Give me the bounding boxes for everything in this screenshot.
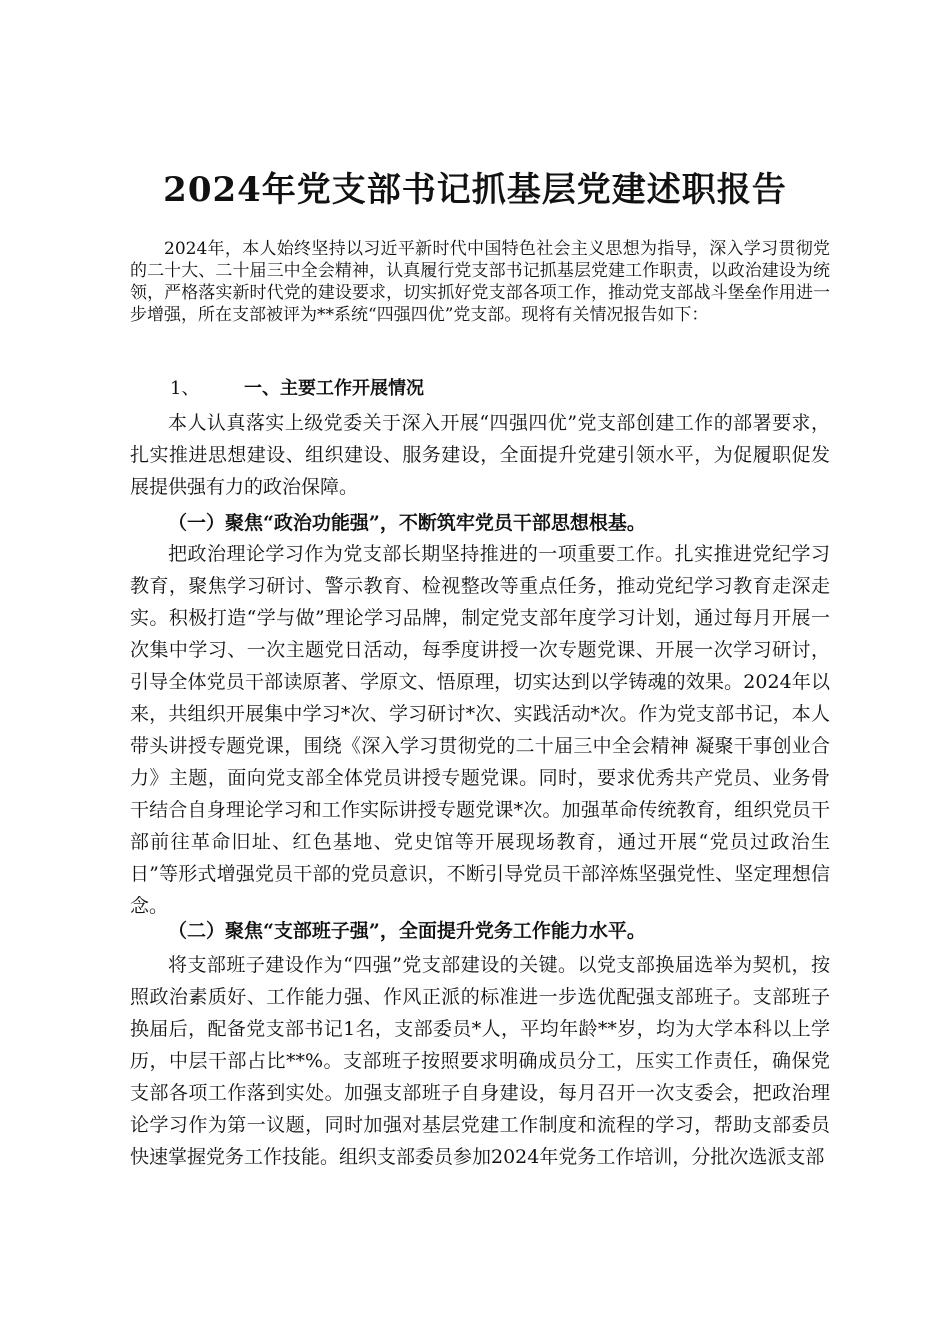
subsection1-paragraph: 把政治理论学习作为党支部长期坚持推进的一项重要工作。扎实推进党纪学习教育，聚焦学习研讨、警示教育、检视整改等重点任务，推动党纪学习教育走深走实。积极打造“学与做”理论学习品牌，制定党支部年度学习计划，通过每月开展一次集中学习、一次主题党日活动，每季度讲授一次专题党课、开展一次学习研讨，引导全体党员干部读原著、学原文、悟原理，切实达到以学铸魂的效果。2024年以来，共组织开展集中学习*次、学习研讨*次、实践活动*次。作为党支部书记，本人带头讲授专题党课，围绕《深入学习贯彻党的二十届三中全会精神 凝聚干事创业合力》主题，面向党支部全体党员讲授专题党课。同时，要求优秀共产党员、业务骨干结合自身理论学习和工作实际讲授专题党课*次。加强革命传统教育，组织党员干部前往革命旧址、红色基地、党史馆等开展现场教育，通过开展“党员过政治生日”等形式增强党员干部的党员意识，不断引导党员干部淬炼坚强党性、坚定理想信念。 bbox=[130, 543, 830, 917]
subsection2-paragraph: 将支部班子建设作为“四强”党支部建设的关键。以党支部换届选举为契机，按照政治素质好、工作能力强、作风正派的标准进一步选优配强支部班子。支部班子换届后，配备党支部书记1名，支部委员*人，平均年龄**岁，均为大学本科以上学历，中层干部占比**%。支部班子按照要求明确成员分工，压实工作责任，确保党支部各项工作落到实处。加强支部班子自身建设，每月召开一次支委会，把政治理论学习作为第一议题，同时加强对基层党建工作制度和流程的学习，帮助支部委员快速掌握党务工作技能。组织支部委员参加2024年党务工作培训，分批次选派支部 bbox=[130, 954, 830, 1168]
section-heading-1 bbox=[170, 376, 424, 402]
subsection-heading-1: （一）聚焦“政治功能强”，不断筑牢党员干部思想根基。 bbox=[168, 512, 646, 534]
intro-paragraph: 2024年，本人始终坚持以习近平新时代中国特色社会主义思想为指导，深入学习贯彻党的二十大、二十届三中全会精神，认真履行党支部书记抓基层党建工作职责，以政治建设为统领，严格落实新时代党的建设要求，切实抓好党支部各项工作，推动党支部战斗堡垒作用进一步增强，所在支部被评为**系统“四强四优”党支部。现将有关情况报告如下： bbox=[130, 239, 830, 325]
subsection-heading-2: （二）聚焦“支部班子强”，全面提升党务工作能力水平。 bbox=[168, 920, 646, 942]
section1-paragraph: 本人认真落实上级党委关于深入开展“四强四优”党支部创建工作的部署要求，扎实推进思想建设、组织建设、服务建设，全面提升党建引领水平，为促履职促发展提供强有力的政治保障。 bbox=[130, 412, 830, 498]
section-heading-text: 一、主要工作开展情况 bbox=[244, 378, 424, 399]
section-number: 1、 bbox=[170, 378, 200, 399]
document-title: 2024年党支部书记抓基层党建述职报告 bbox=[163, 170, 787, 210]
